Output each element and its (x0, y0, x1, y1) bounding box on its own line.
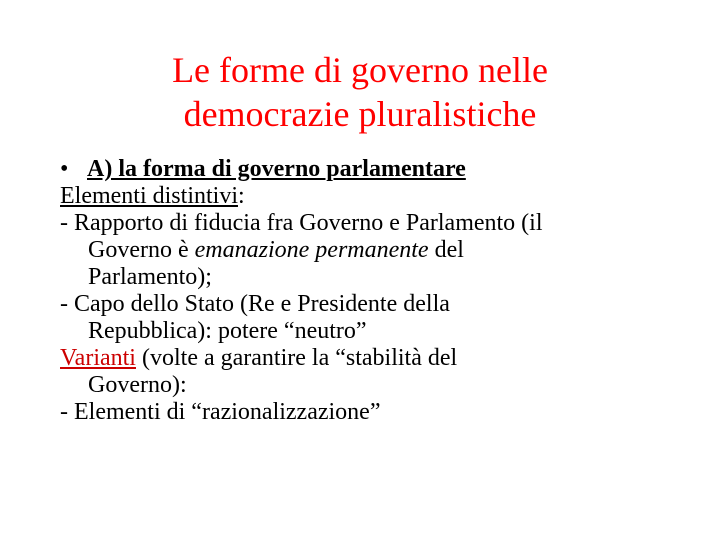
item-1-line-2-end: del (428, 237, 464, 263)
bullet-heading (60, 156, 680, 183)
slide-title-line-2: democrazie pluralistiche (183, 94, 537, 134)
item-1-line-2-start: Governo è (88, 237, 195, 263)
variants-label: Varianti (60, 345, 136, 371)
item-1-line-2 (60, 237, 680, 264)
slide-title (60, 48, 660, 136)
item-1-italic: emanazione permanente (194, 237, 429, 263)
variants-rest: (volte a garantire la “stabilità del (135, 345, 458, 371)
bullet-icon: • (60, 156, 69, 182)
variants-line-1 (60, 345, 680, 372)
slide-title-line-1: Le forme di governo nelle (172, 50, 548, 90)
elements-label: Elementi distintivi (60, 183, 238, 209)
item-2-line-1: - Capo dello Stato (Re e Presidente della (60, 291, 450, 317)
heading-text: A) la forma di governo parlamentare (87, 156, 466, 182)
variants-line-2: Governo): (88, 372, 187, 398)
item-3-line: - Elementi di “razionalizzazione” (60, 399, 381, 425)
elements-label-line (60, 183, 680, 210)
item-1-line-1: - Rapporto di fiducia fra Governo e Parlamento (il (60, 210, 543, 236)
slide-body (60, 156, 680, 426)
item-1-line-3: Parlamento); (88, 264, 212, 290)
elements-colon: : (237, 183, 245, 209)
item-2-line-2: Repubblica): potere “neutro” (88, 318, 367, 344)
